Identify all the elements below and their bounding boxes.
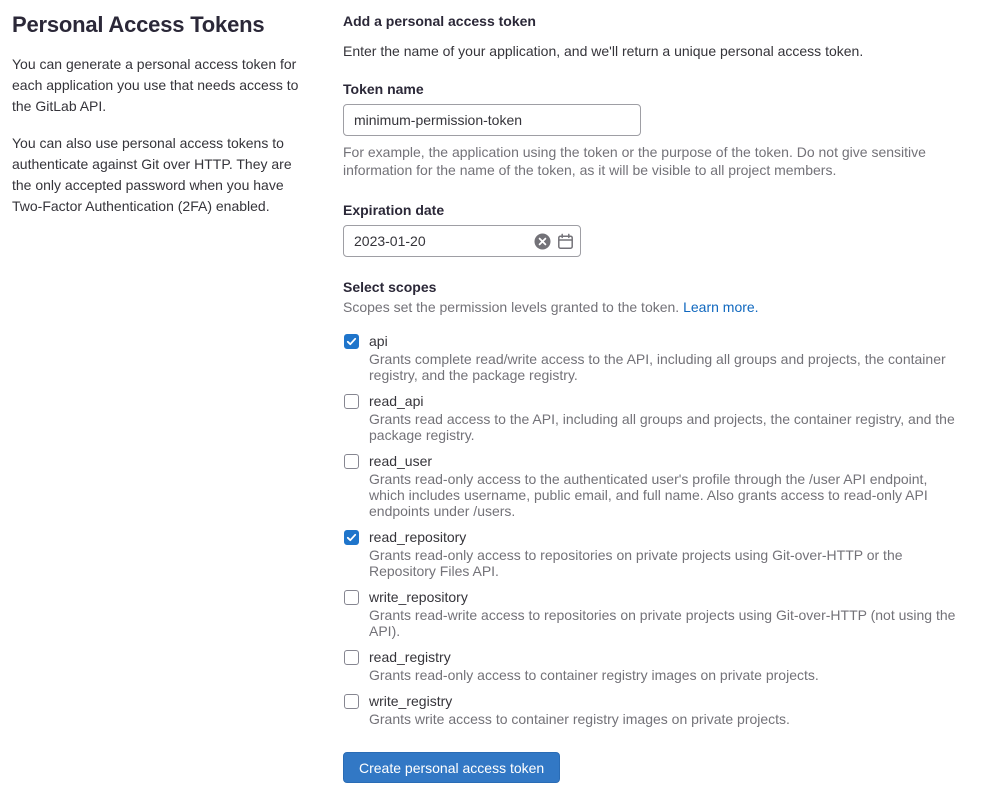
token-name-help: For example, the application using the token or the purpose of the token. Do not give sensitive information for the name of the token, as it will be visible to all project members. — [343, 144, 926, 178]
expiration-date-field — [343, 225, 581, 257]
page-title: Personal Access Tokens — [12, 12, 265, 37]
create-token-button[interactable]: Create personal access token — [343, 752, 560, 783]
left-panel — [12, 11, 312, 783]
scope-description-api: Grants complete read/write access to the API, including all groups and projects, the container registry, and the package registry. — [369, 351, 946, 383]
scope-description-read-registry: Grants read-only access to container registry images on private projects. — [369, 667, 819, 683]
select-scopes-description — [343, 297, 963, 317]
scope-description-write-registry: Grants write access to container registry images on private projects. — [369, 711, 790, 727]
token-form — [343, 11, 963, 783]
scope-list — [343, 331, 963, 727]
scope-description-read-api: Grants read access to the API, including all groups and projects, the container registry, and the package registry. — [369, 411, 955, 443]
calendar-icon[interactable] — [557, 233, 574, 250]
intro-paragraph-2: You can also use personal access tokens to authenticate against Git over HTTP. They are the only accepted password when you have Two-Factor Authentication (2FA) enabled. — [12, 135, 292, 214]
scope-label-write-registry[interactable]: write_registry — [369, 693, 453, 709]
scope-label-read-registry[interactable]: read_registry — [369, 649, 451, 665]
scope-description-read-repository: Grants read-only access to repositories on private projects using Git-over-HTTP or the Repository Files API. — [369, 547, 903, 579]
scope-row-read-api — [343, 391, 963, 443]
scope-label-read-user[interactable]: read_user — [369, 453, 433, 469]
scope-row-read-repository — [343, 527, 963, 579]
scope-description-write-repository: Grants read-write access to repositories on private projects using Git-over-HTTP (not using the API). — [369, 607, 956, 639]
date-input-icons — [534, 225, 574, 257]
token-name-label: Token name — [343, 81, 424, 97]
learn-more-link[interactable]: Learn more. — [683, 299, 759, 315]
scope-label-read-repository[interactable]: read_repository — [369, 529, 467, 545]
scope-row-read-user — [343, 451, 963, 519]
scopes-description-text: Scopes set the permission levels granted to the token. — [343, 299, 684, 315]
form-description: Enter the name of your application, and we'll return a unique personal access token. — [343, 43, 864, 59]
scope-checkbox-read-user[interactable] — [344, 454, 359, 469]
scope-checkbox-write-registry[interactable] — [344, 694, 359, 709]
scope-checkbox-read-registry[interactable] — [344, 650, 359, 665]
scope-row-write-repository — [343, 587, 963, 639]
scope-checkbox-read-repository[interactable] — [344, 530, 359, 545]
scope-label-api[interactable]: api — [369, 333, 388, 349]
token-name-input[interactable] — [343, 104, 641, 136]
scope-label-read-api[interactable]: read_api — [369, 393, 424, 409]
scope-checkbox-read-api[interactable] — [344, 394, 359, 409]
scope-checkbox-write-repository[interactable] — [344, 590, 359, 605]
scope-checkbox-api[interactable] — [344, 334, 359, 349]
expiration-date-label: Expiration date — [343, 202, 445, 218]
select-scopes-label: Select scopes — [343, 279, 437, 295]
scope-label-write-repository[interactable]: write_repository — [369, 589, 468, 605]
select-scopes-section — [343, 277, 963, 317]
scope-row-read-registry — [343, 647, 963, 683]
intro-paragraph-1: You can generate a personal access token for each application you use that needs access to the GitLab API. — [12, 56, 299, 114]
scope-row-write-registry — [343, 691, 963, 727]
scope-description-read-user: Grants read-only access to the authenticated user's profile through the /user API endpoint, which includes username, public email, and full name. Also grants access to read-only API endpoints under /users. — [369, 471, 928, 519]
form-heading: Add a personal access token — [343, 13, 536, 29]
clear-date-icon[interactable] — [534, 233, 551, 250]
scope-row-api — [343, 331, 963, 383]
